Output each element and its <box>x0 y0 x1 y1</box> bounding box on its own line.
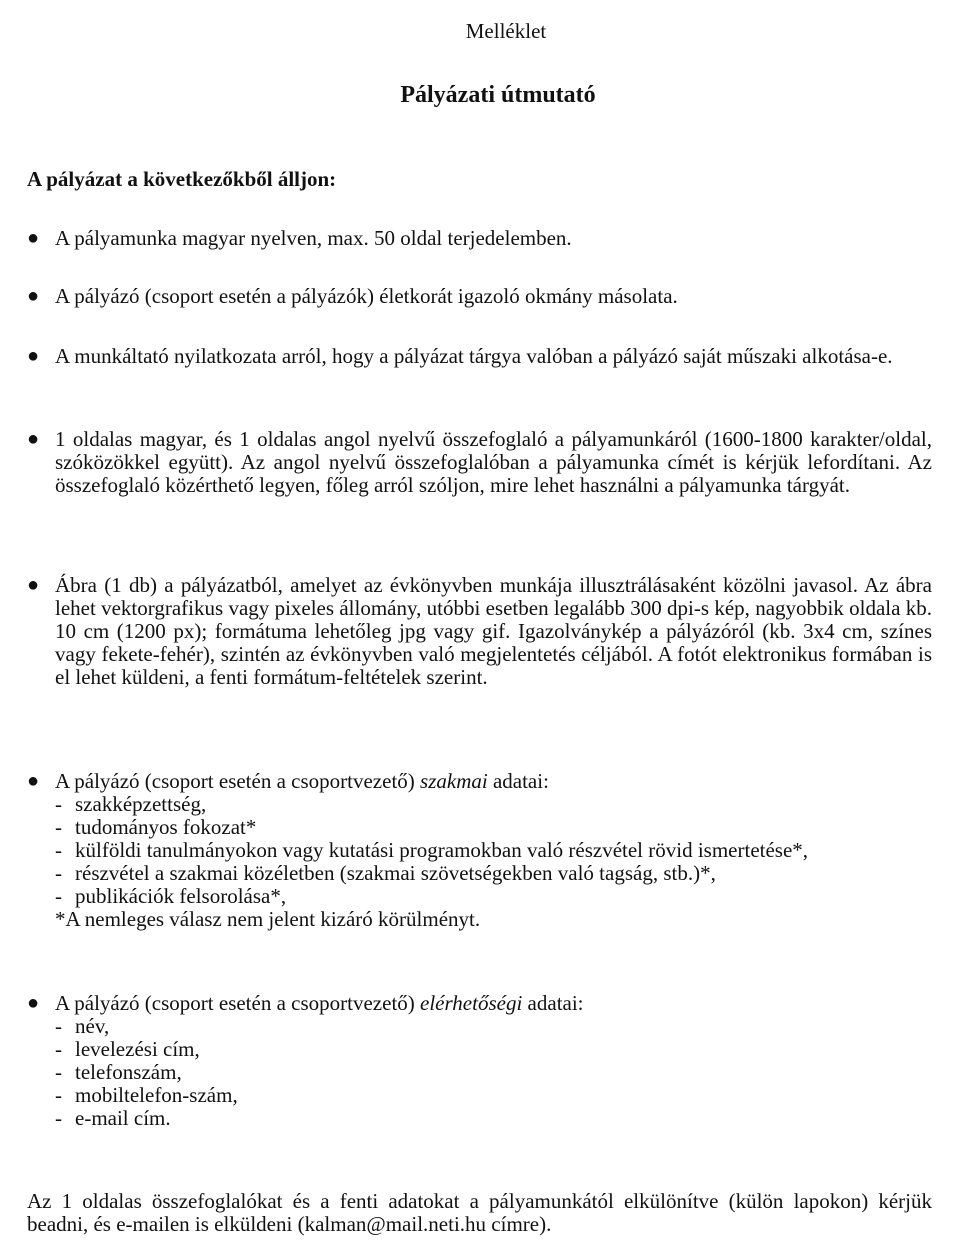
list-item-text: A pályázó (csoport esetén a pályázók) életkorát igazoló okmány másolata. <box>55 284 678 308</box>
list-item-text: A munkáltató nyilatkozata arról, hogy a pályázat tárgya valóban a pályázó saját műszaki alkotása-e. <box>55 344 893 368</box>
sub-item: - publikációk felsorolása*, <box>55 884 287 908</box>
header-text: Melléklet <box>465 19 547 43</box>
list-item <box>27 345 932 368</box>
list-item <box>27 770 932 931</box>
text-before: A pályázó (csoport esetén a csoportvezető) <box>55 991 421 1015</box>
sub-item: - tudományos fokozat* <box>55 815 257 839</box>
sub-item-text: tudományos fokozat* <box>75 815 257 839</box>
emphasis: elérhetőségi <box>420 991 523 1015</box>
emphasis: szakmai <box>420 769 488 793</box>
closing-paragraph: Az 1 oldalas összefoglalókat és a fenti adatokat a pályamunkától elkülönítve (külön lapokon) kérjük beadni, és e-mailen is elküldeni (kalman@mail.neti.hu címre). <box>27 1189 932 1236</box>
list-item <box>27 227 932 250</box>
bullet-icon: ● <box>27 770 40 792</box>
list-item <box>27 428 932 497</box>
sub-item: - mobiltelefon-szám, <box>55 1083 238 1107</box>
sub-item-text: e-mail cím. <box>75 1106 171 1130</box>
sub-item: - telefonszám, <box>55 1060 182 1084</box>
sub-item-text: telefonszám, <box>75 1060 182 1084</box>
bullet-icon: ● <box>27 428 40 450</box>
text-after: adatai: <box>522 991 584 1015</box>
bullet-icon: ● <box>27 285 40 307</box>
title-text: Pályázati útmutató <box>400 82 596 108</box>
page-header <box>0 20 960 43</box>
sub-item-text: levelezési cím, <box>75 1037 200 1061</box>
bullet-icon: ● <box>27 992 40 1014</box>
text-after: adatai: <box>487 769 549 793</box>
sub-item: - szakképzettség, <box>55 792 207 816</box>
sub-item: - külföldi tanulmányokon vagy kutatási programokban való részvétel rövid ismertetése*, <box>55 838 809 862</box>
sub-item-text: mobiltelefon-szám, <box>75 1083 238 1107</box>
sub-item-text: név, <box>75 1014 110 1038</box>
sub-item: - e-mail cím. <box>55 1106 171 1130</box>
sub-item: - levelezési cím, <box>55 1037 200 1061</box>
sub-item: - részvétel a szakmai közéletben (szakmai szövetségekben való tagság, stb.)*, <box>55 861 716 885</box>
list-item-text: 1 oldalas magyar, és 1 oldalas angol nyelvű összefoglaló a pályamunkáról (1600-1800 karakter/oldal, szóközökkel együtt). Az angol nyelvű összefoglalóban a pályamunka címét is kérjük lefordítani. Az összefoglaló közérthető legyen, főleg arról szóljon, mire lehet használni a pályamunka tárgyát. <box>55 427 932 497</box>
sub-item-text: részvétel a szakmai közéletben (szakmai szövetségekben való tagság, stb.)*, <box>75 861 716 885</box>
sub-item-text: publikációk felsorolása*, <box>75 884 287 908</box>
list-item <box>27 992 932 1130</box>
text-before: A pályázó (csoport esetén a csoportvezető) <box>55 769 421 793</box>
sub-item: - név, <box>55 1014 110 1038</box>
list-item-text: Ábra (1 db) a pályázatból, amelyet az évkönyvben munkája illusztrálásaként közölni javasol. Az ábra lehet vektorgrafikus vagy pixeles állomány, utóbbi esetben legalább 300 dpi-s kép, nagyobbik oldala kb. 10 cm (1200 px); formátuma lehetőleg jpg vagy gif. Igazolványkép a pályázóról (kb. 3x4 cm, színes vagy fekete-fehér), szintén az évkönyvben való megjelentetés céljából. A fotót elektronikus formában is el lehet küldeni, a fenti formátum-feltételek szerint. <box>55 573 932 689</box>
list-item <box>27 574 932 689</box>
list-item-text: A pályamunka magyar nyelven, max. 50 oldal terjedelemben. <box>55 226 572 250</box>
bullet-icon: ● <box>27 227 40 249</box>
list-item-text <box>55 770 932 793</box>
bullet-icon: ● <box>27 574 40 596</box>
page-title <box>0 84 960 107</box>
sub-item-text: külföldi tanulmányokon vagy kutatási programokban való részvétel rövid ismertetése*, <box>75 838 809 862</box>
bullet-icon: ● <box>27 345 40 367</box>
list-item <box>27 285 932 308</box>
section-heading: A pályázat a következőkből álljon: <box>27 167 337 191</box>
footnote: *A nemleges válasz nem jelent kizáró körülményt. <box>55 907 481 931</box>
sub-item-text: szakképzettség, <box>75 792 207 816</box>
list-item-text <box>55 992 932 1015</box>
